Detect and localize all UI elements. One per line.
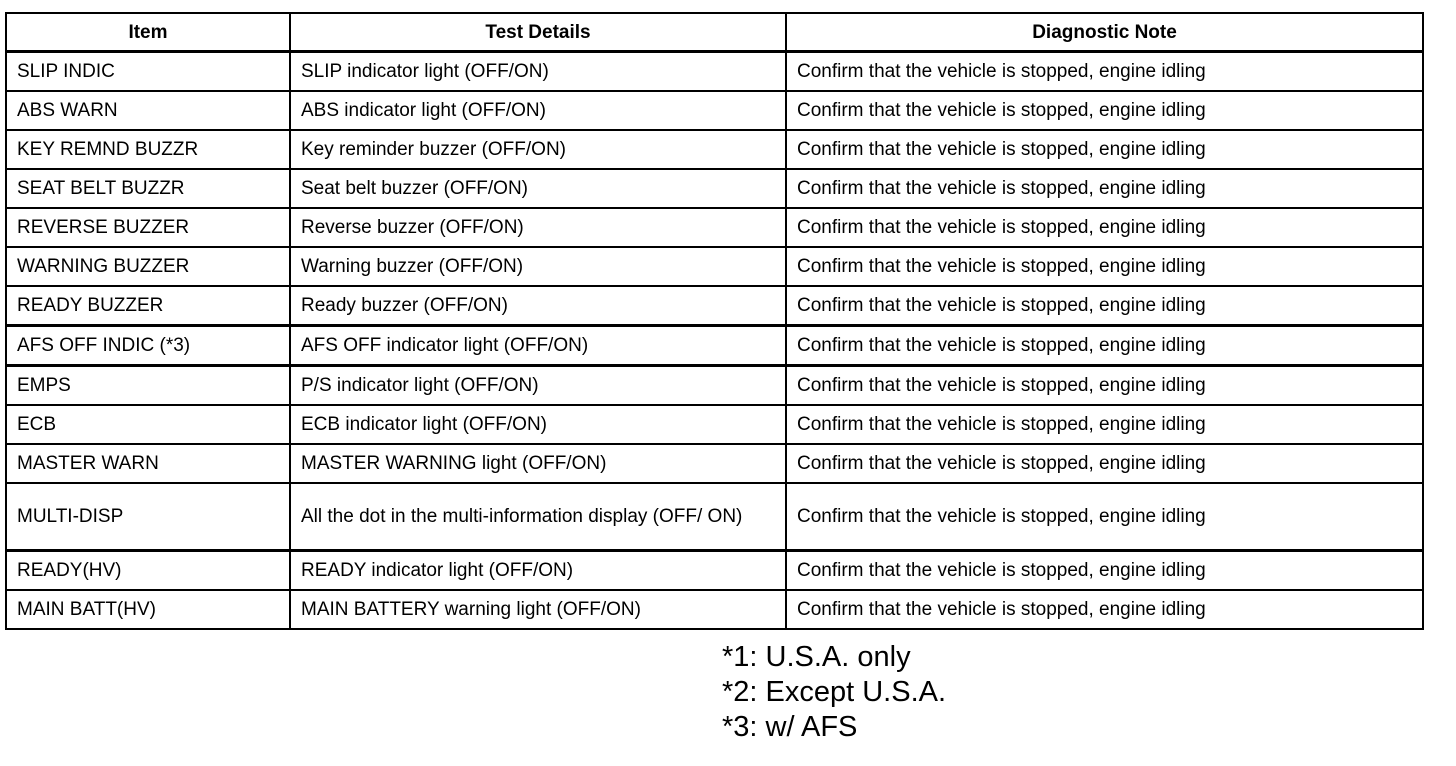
test-details-cell: SLIP indicator light (OFF/ON) bbox=[290, 52, 786, 92]
diagnostic-note-cell: Confirm that the vehicle is stopped, engine idling bbox=[786, 52, 1423, 92]
table-row bbox=[6, 286, 1423, 326]
test-details-cell: READY indicator light (OFF/ON) bbox=[290, 551, 786, 591]
diagnostic-table bbox=[5, 12, 1424, 630]
table-row bbox=[6, 366, 1423, 406]
diagnostic-note-cell: Confirm that the vehicle is stopped, engine idling bbox=[786, 483, 1423, 551]
diagnostic-note-cell: Confirm that the vehicle is stopped, engine idling bbox=[786, 551, 1423, 591]
footnotes bbox=[722, 640, 946, 745]
test-details-cell: AFS OFF indicator light (OFF/ON) bbox=[290, 326, 786, 366]
item-cell: WARNING BUZZER bbox=[6, 247, 290, 286]
test-details-cell: Ready buzzer (OFF/ON) bbox=[290, 286, 786, 326]
table-row bbox=[6, 444, 1423, 483]
item-cell: EMPS bbox=[6, 366, 290, 406]
test-details-cell: ABS indicator light (OFF/ON) bbox=[290, 91, 786, 130]
item-cell: READY(HV) bbox=[6, 551, 290, 591]
table-row bbox=[6, 551, 1423, 591]
table-row bbox=[6, 247, 1423, 286]
item-cell: MULTI-DISP bbox=[6, 483, 290, 551]
header-test-details: Test Details bbox=[290, 13, 786, 52]
table-row bbox=[6, 590, 1423, 629]
test-details-cell: Reverse buzzer (OFF/ON) bbox=[290, 208, 786, 247]
item-cell: READY BUZZER bbox=[6, 286, 290, 326]
header-diagnostic-note: Diagnostic Note bbox=[786, 13, 1423, 52]
item-cell: MAIN BATT(HV) bbox=[6, 590, 290, 629]
item-cell: REVERSE BUZZER bbox=[6, 208, 290, 247]
item-cell: KEY REMND BUZZR bbox=[6, 130, 290, 169]
test-details-cell: MASTER WARNING light (OFF/ON) bbox=[290, 444, 786, 483]
table-row bbox=[6, 91, 1423, 130]
diagnostic-note-cell: Confirm that the vehicle is stopped, engine idling bbox=[786, 286, 1423, 326]
diagnostic-note-cell: Confirm that the vehicle is stopped, engine idling bbox=[786, 326, 1423, 366]
table-row bbox=[6, 483, 1423, 551]
diagnostic-note-cell: Confirm that the vehicle is stopped, engine idling bbox=[786, 444, 1423, 483]
table-row bbox=[6, 130, 1423, 169]
footnote: *2: Except U.S.A. bbox=[722, 676, 947, 708]
header-item: Item bbox=[6, 13, 290, 52]
test-details-cell: MAIN BATTERY warning light (OFF/ON) bbox=[290, 590, 786, 629]
table-row bbox=[6, 52, 1423, 92]
table-row bbox=[6, 326, 1423, 366]
item-cell: SLIP INDIC bbox=[6, 52, 290, 92]
test-details-cell: P/S indicator light (OFF/ON) bbox=[290, 366, 786, 406]
item-cell: MASTER WARN bbox=[6, 444, 290, 483]
item-cell: SEAT BELT BUZZR bbox=[6, 169, 290, 208]
diagnostic-note-cell: Confirm that the vehicle is stopped, engine idling bbox=[786, 590, 1423, 629]
test-details-cell: Seat belt buzzer (OFF/ON) bbox=[290, 169, 786, 208]
diagnostic-note-cell: Confirm that the vehicle is stopped, engine idling bbox=[786, 91, 1423, 130]
diagnostic-note-cell: Confirm that the vehicle is stopped, engine idling bbox=[786, 208, 1423, 247]
test-details-cell: ECB indicator light (OFF/ON) bbox=[290, 405, 786, 444]
diagnostic-note-cell: Confirm that the vehicle is stopped, engine idling bbox=[786, 366, 1423, 406]
diagnostic-note-cell: Confirm that the vehicle is stopped, engine idling bbox=[786, 130, 1423, 169]
diagnostic-note-cell: Confirm that the vehicle is stopped, engine idling bbox=[786, 405, 1423, 444]
test-details-cell: Key reminder buzzer (OFF/ON) bbox=[290, 130, 786, 169]
item-cell: ABS WARN bbox=[6, 91, 290, 130]
table-row bbox=[6, 208, 1423, 247]
diagnostic-note-cell: Confirm that the vehicle is stopped, engine idling bbox=[786, 169, 1423, 208]
table-header bbox=[6, 13, 1423, 52]
item-cell: AFS OFF INDIC (*3) bbox=[6, 326, 290, 366]
header-row bbox=[6, 13, 1423, 52]
diagnostic-note-cell: Confirm that the vehicle is stopped, engine idling bbox=[786, 247, 1423, 286]
footnote: *3: w/ AFS bbox=[722, 711, 858, 743]
table-row bbox=[6, 169, 1423, 208]
test-details-cell: All the dot in the multi-information display (OFF/ ON) bbox=[290, 483, 786, 551]
test-details-cell: Warning buzzer (OFF/ON) bbox=[290, 247, 786, 286]
table-row bbox=[6, 405, 1423, 444]
item-cell: ECB bbox=[6, 405, 290, 444]
footnote: *1: U.S.A. only bbox=[722, 641, 911, 673]
